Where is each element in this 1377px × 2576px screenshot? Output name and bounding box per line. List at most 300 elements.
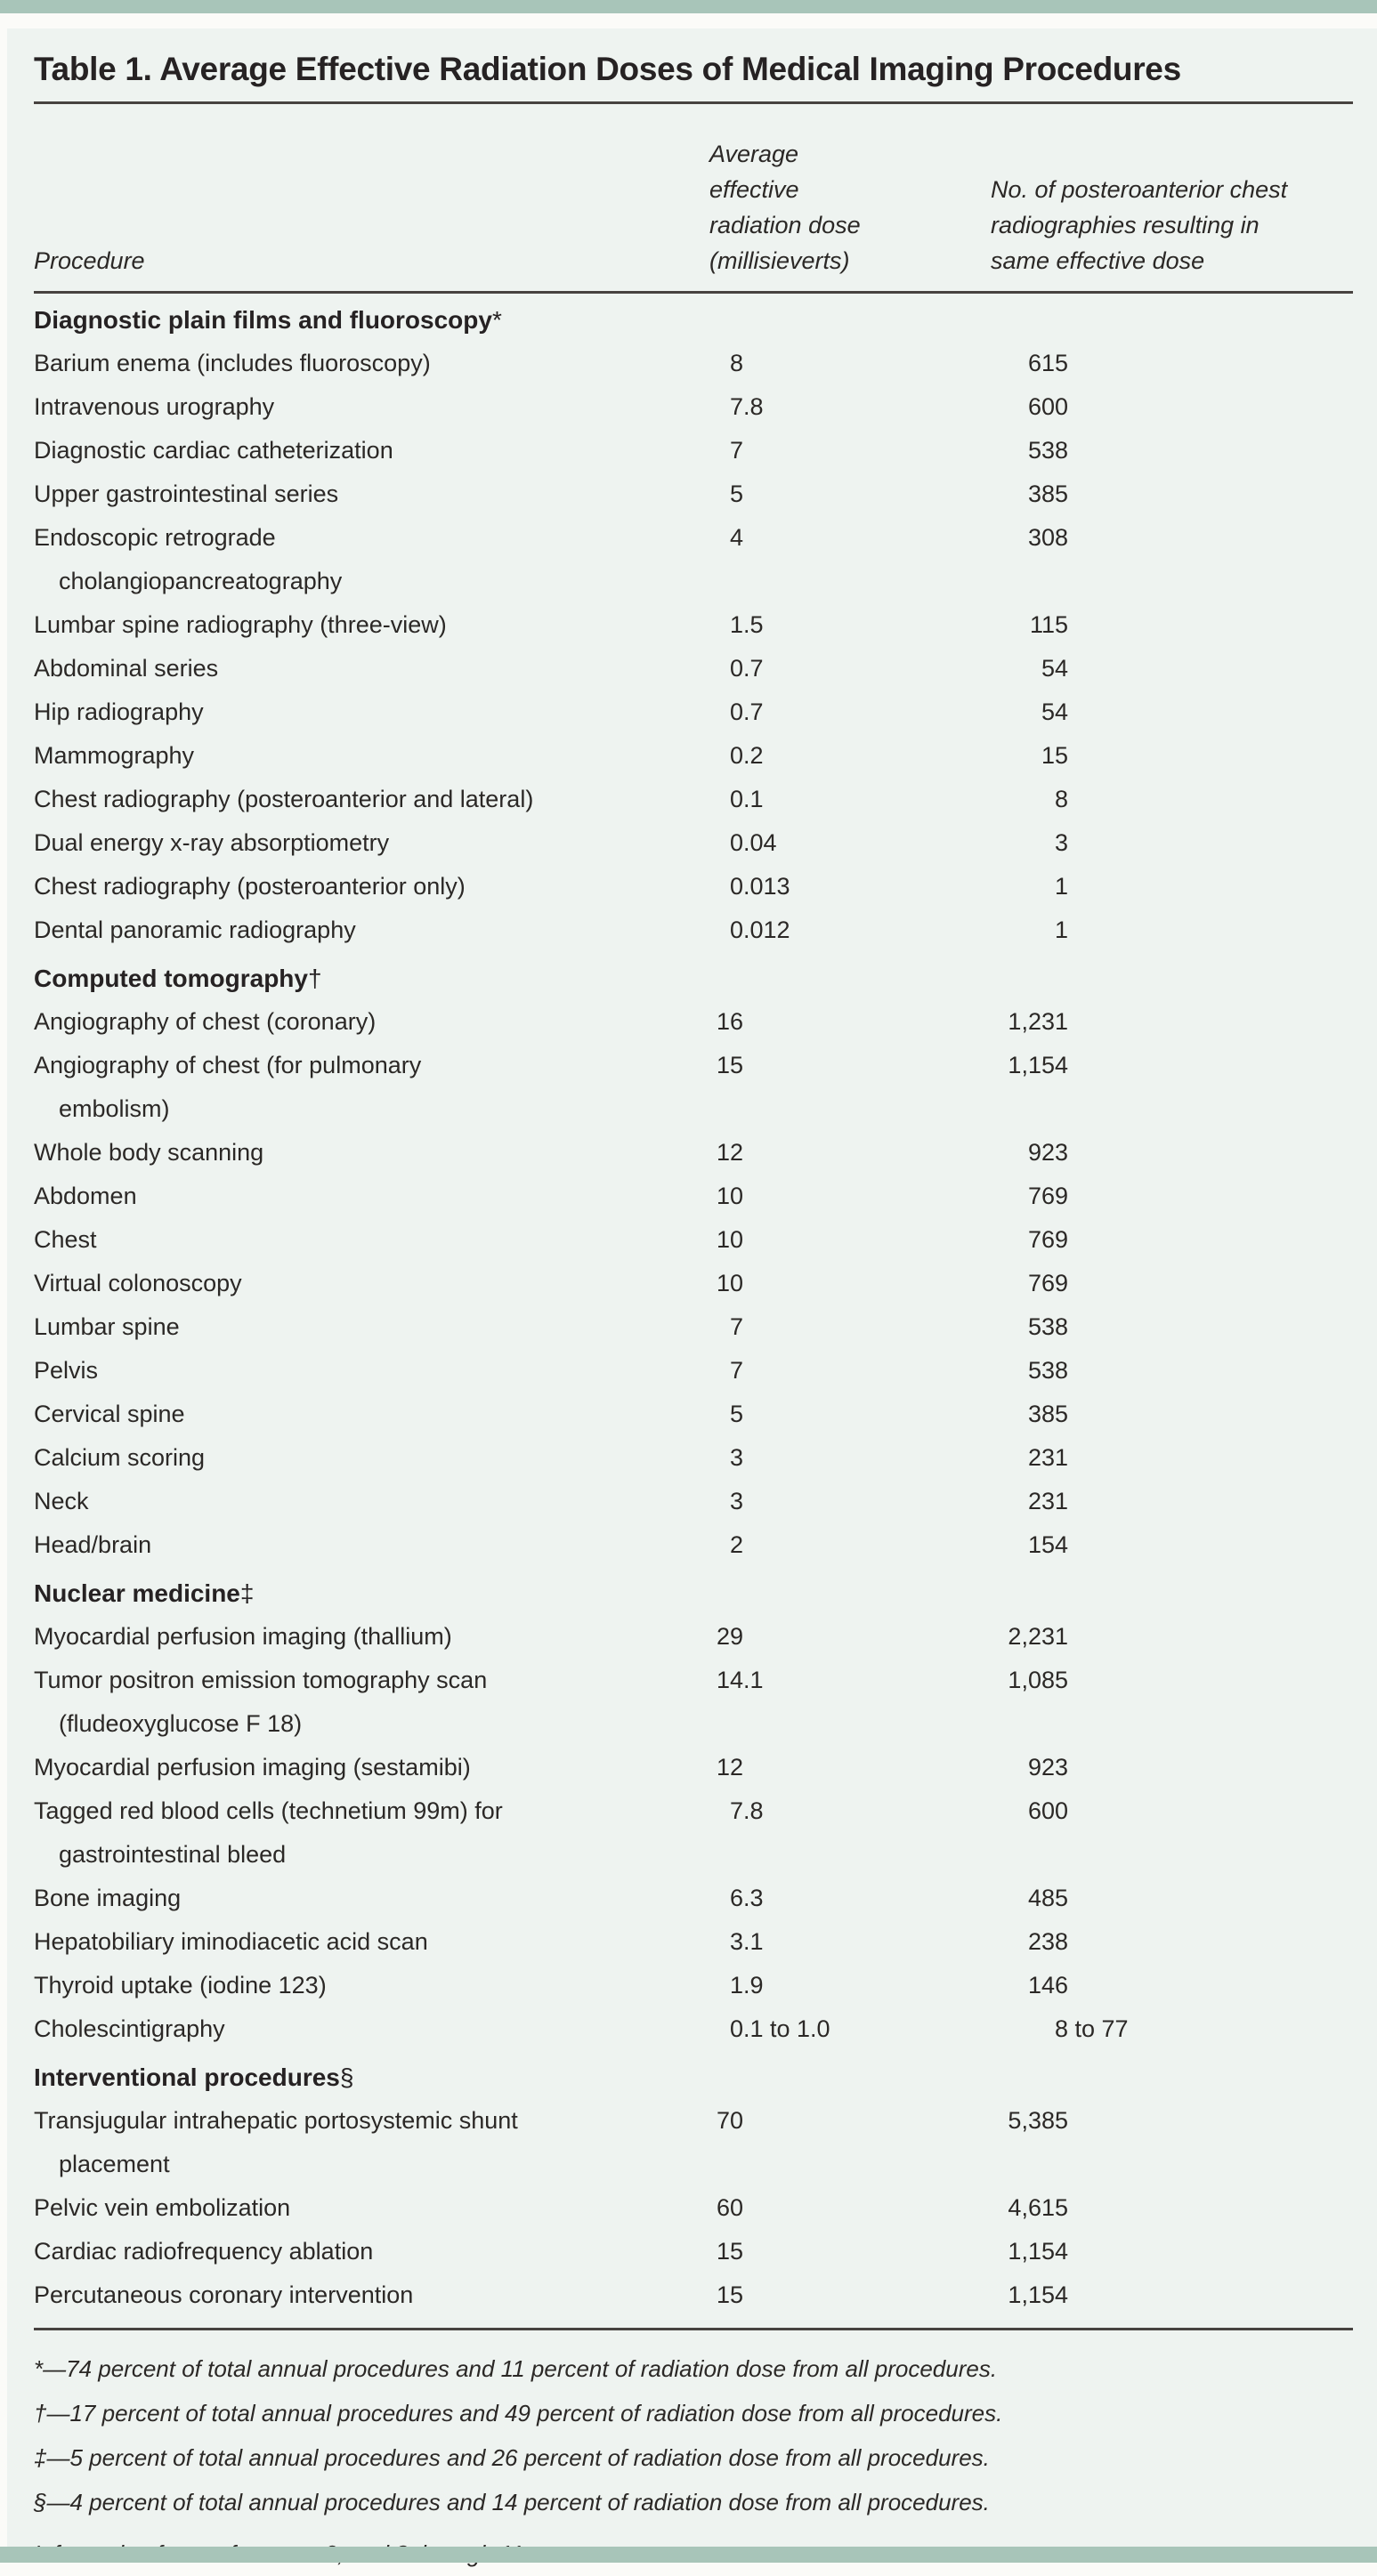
dose-value-integer: 0 bbox=[729, 699, 743, 725]
chest-count-value: 3 bbox=[1054, 829, 1068, 856]
table-section bbox=[34, 298, 1353, 952]
procedure-text-line: Bone imaging bbox=[34, 1885, 182, 1911]
chest-count-value: 54 bbox=[1041, 699, 1068, 725]
procedure-cell bbox=[34, 2186, 674, 2230]
procedure-cell bbox=[34, 1523, 674, 1567]
procedure-text-line: Chest radiography (posteroanterior only) bbox=[34, 873, 466, 900]
dose-cell bbox=[674, 1615, 883, 1659]
table-row bbox=[34, 1480, 1353, 1523]
chest-count-cell bbox=[883, 1305, 1353, 1349]
dose-value-fraction: .1 bbox=[743, 1928, 764, 1955]
chest-count-cell bbox=[883, 429, 1353, 472]
section-header bbox=[34, 298, 1353, 342]
column-header-chest-count bbox=[883, 172, 1353, 279]
table-row bbox=[34, 429, 1353, 472]
dose-cell bbox=[674, 1349, 883, 1393]
dose-cell bbox=[674, 472, 883, 516]
procedure-text-line: Abdominal series bbox=[34, 655, 219, 682]
table-row bbox=[34, 2186, 1353, 2230]
table-row bbox=[34, 690, 1353, 734]
table-row bbox=[34, 472, 1353, 516]
chest-count-cell bbox=[883, 690, 1353, 734]
table-row bbox=[34, 1044, 1353, 1131]
chest-count-value: 538 bbox=[1027, 1357, 1068, 1384]
chest-count-value: 1 bbox=[1054, 917, 1068, 943]
procedure-cell bbox=[34, 2273, 674, 2317]
dose-value-integer: 0 bbox=[729, 742, 743, 769]
table-body bbox=[34, 298, 1353, 2317]
chest-count-cell bbox=[883, 385, 1353, 429]
chest-count-cell bbox=[883, 1175, 1353, 1218]
chest-count-value: 1,085 bbox=[1008, 1667, 1068, 1693]
procedure-text-line: Head/brain bbox=[34, 1531, 152, 1558]
dose-cell bbox=[674, 1044, 883, 1131]
procedure-cell bbox=[34, 342, 674, 385]
dose-value-fraction: .5 bbox=[743, 611, 764, 638]
dose-value-integer: 1 bbox=[729, 611, 743, 638]
column-header-dose-line: (millisieverts) bbox=[709, 247, 850, 274]
chest-count-value: 1,231 bbox=[1008, 1008, 1068, 1035]
procedure-cell bbox=[34, 472, 674, 516]
table-row bbox=[34, 1175, 1353, 1218]
procedure-cell bbox=[34, 1746, 674, 1789]
dose-value-integer: 0 bbox=[729, 655, 743, 682]
procedure-text-line: Myocardial perfusion imaging (sestamibi) bbox=[34, 1754, 471, 1781]
procedure-cell bbox=[34, 734, 674, 778]
procedure-text-line: Abdomen bbox=[34, 1183, 137, 1209]
table-row bbox=[34, 821, 1353, 865]
procedure-cell bbox=[34, 778, 674, 821]
dose-cell bbox=[674, 1218, 883, 1262]
dose-value-fraction: .013 bbox=[743, 873, 790, 900]
procedure-text-line: Cardiac radiofrequency ablation bbox=[34, 2238, 374, 2265]
dose-value-fraction: .7 bbox=[743, 655, 764, 682]
column-header-procedure: Procedure bbox=[34, 247, 145, 274]
chest-count-value: 115 bbox=[1029, 611, 1068, 638]
procedure-text-line: Hip radiography bbox=[34, 699, 204, 725]
dose-value-integer: 7 bbox=[729, 1357, 743, 1384]
dose-cell bbox=[674, 821, 883, 865]
dose-value-integer: 4 bbox=[729, 524, 743, 551]
procedure-text-line: embolism) bbox=[59, 1095, 170, 1122]
dose-value-fraction: .1 to 1.0 bbox=[743, 2015, 830, 2042]
dose-value-fraction: .9 bbox=[743, 1972, 764, 1999]
procedure-cell bbox=[34, 1920, 674, 1964]
procedure-text-line: Thyroid uptake (iodine 123) bbox=[34, 1972, 327, 1999]
dose-value-fraction: .8 bbox=[743, 393, 764, 420]
chest-count-value: 923 bbox=[1027, 1754, 1068, 1781]
chest-count-value: 15 bbox=[1041, 742, 1068, 769]
procedure-cell bbox=[34, 1131, 674, 1175]
column-header-chest-line: same effective dose bbox=[991, 247, 1205, 274]
chest-count-cell bbox=[883, 472, 1353, 516]
table-row bbox=[34, 1746, 1353, 1789]
chest-count-cell bbox=[883, 2007, 1353, 2051]
procedure-cell bbox=[34, 516, 674, 603]
procedure-cell bbox=[34, 2099, 674, 2186]
column-headers bbox=[34, 136, 1353, 279]
footnote: ‡—5 percent of total annual procedures and 26 percent of radiation dose from all procedures. bbox=[34, 2444, 990, 2471]
section-header bbox=[34, 1571, 1353, 1615]
procedure-cell bbox=[34, 1964, 674, 2007]
dose-value-integer: 60 bbox=[716, 2194, 743, 2221]
procedure-cell bbox=[34, 1615, 674, 1659]
procedure-cell bbox=[34, 2007, 674, 2051]
procedure-text-line: Whole body scanning bbox=[34, 1139, 264, 1166]
table-title: Table 1. Average Effective Radiation Doses of Medical Imaging Procedures bbox=[34, 51, 1181, 87]
dose-value-fraction: .012 bbox=[743, 917, 790, 943]
table-row bbox=[34, 2273, 1353, 2317]
table-row bbox=[34, 1920, 1353, 1964]
procedure-text-line: Angiography of chest (for pulmonary bbox=[34, 1052, 422, 1078]
chest-count-suffix: to 77 bbox=[1068, 2015, 1129, 2042]
dose-value-integer: 7 bbox=[729, 437, 743, 464]
dose-value-fraction: .04 bbox=[743, 829, 777, 856]
chest-count-value: 769 bbox=[1027, 1270, 1068, 1296]
dose-value-integer: 16 bbox=[716, 1008, 743, 1035]
table-row bbox=[34, 1615, 1353, 1659]
chest-count-cell bbox=[883, 1789, 1353, 1877]
procedure-cell bbox=[34, 1789, 674, 1877]
dose-value-integer: 14 bbox=[716, 1667, 743, 1693]
column-header-chest-line: radiographies resulting in bbox=[991, 212, 1260, 238]
dose-cell bbox=[674, 1920, 883, 1964]
table-row bbox=[34, 2230, 1353, 2273]
procedure-text-line: Upper gastrointestinal series bbox=[34, 480, 339, 507]
chest-count-value: 538 bbox=[1027, 437, 1068, 464]
dose-cell bbox=[674, 1964, 883, 2007]
chest-count-cell bbox=[883, 516, 1353, 603]
chest-count-cell bbox=[883, 1877, 1353, 1920]
table-section bbox=[34, 1571, 1353, 2051]
table-panel bbox=[7, 28, 1377, 2547]
footnote-symbol: † bbox=[308, 965, 322, 992]
chest-count-value: 385 bbox=[1027, 480, 1068, 507]
dose-cell bbox=[674, 1436, 883, 1480]
top-accent-bar bbox=[0, 0, 1377, 13]
procedure-cell bbox=[34, 603, 674, 647]
procedure-cell bbox=[34, 1175, 674, 1218]
dose-value-integer: 15 bbox=[716, 1052, 743, 1078]
dose-value-integer: 0 bbox=[729, 786, 743, 812]
column-header-dose bbox=[674, 136, 883, 279]
procedure-text-line: Tagged red blood cells (technetium 99m) for bbox=[34, 1797, 503, 1824]
chest-count-value: 1,154 bbox=[1008, 2238, 1068, 2265]
dose-cell bbox=[674, 734, 883, 778]
procedure-cell bbox=[34, 647, 674, 690]
dose-value-integer: 0 bbox=[729, 917, 743, 943]
chest-count-value: 54 bbox=[1041, 655, 1068, 682]
dose-cell bbox=[674, 1262, 883, 1305]
procedure-cell bbox=[34, 2230, 674, 2273]
chest-count-value: 1 bbox=[1054, 873, 1068, 900]
dose-value-integer: 15 bbox=[716, 2281, 743, 2308]
table-row bbox=[34, 1393, 1353, 1436]
dose-value-integer: 2 bbox=[729, 1531, 743, 1558]
footnote-symbol: ‡ bbox=[239, 1579, 255, 1607]
dose-cell bbox=[674, 1746, 883, 1789]
dose-value-integer: 12 bbox=[716, 1754, 743, 1781]
table-row bbox=[34, 1218, 1353, 1262]
chest-count-cell bbox=[883, 734, 1353, 778]
table-row bbox=[34, 603, 1353, 647]
chest-count-cell bbox=[883, 1000, 1353, 1044]
procedure-text-line: Pelvis bbox=[34, 1357, 99, 1384]
procedure-cell bbox=[34, 1349, 674, 1393]
dose-cell bbox=[674, 429, 883, 472]
procedure-cell bbox=[34, 1436, 674, 1480]
dose-cell bbox=[674, 1659, 883, 1746]
chest-count-cell bbox=[883, 1480, 1353, 1523]
section-header-label: Nuclear medicine bbox=[34, 1579, 240, 1607]
chest-count-value: 231 bbox=[1027, 1488, 1068, 1514]
procedure-text-line: Cholescintigraphy bbox=[34, 2015, 225, 2042]
dose-value-integer: 3 bbox=[729, 1928, 743, 1955]
procedure-text-line: Myocardial perfusion imaging (thallium) bbox=[34, 1623, 452, 1650]
chest-count-cell bbox=[883, 342, 1353, 385]
bottom-accent-bar bbox=[0, 2547, 1377, 2563]
procedure-text-line: Hepatobiliary iminodiacetic acid scan bbox=[34, 1928, 428, 1955]
table-row bbox=[34, 1000, 1353, 1044]
chest-count-value: 1,154 bbox=[1008, 2281, 1068, 2308]
chest-count-value: 231 bbox=[1027, 1444, 1068, 1471]
chest-count-cell bbox=[883, 821, 1353, 865]
procedure-cell bbox=[34, 1000, 674, 1044]
dose-value-integer: 5 bbox=[729, 1401, 743, 1427]
dose-value-fraction: .7 bbox=[743, 699, 764, 725]
procedure-cell bbox=[34, 865, 674, 908]
section-header bbox=[34, 957, 1353, 1000]
table-row bbox=[34, 1523, 1353, 1567]
procedure-text-line: Pelvic vein embolization bbox=[34, 2194, 291, 2221]
dose-value-integer: 0 bbox=[729, 873, 743, 900]
dose-value-fraction: .2 bbox=[743, 742, 764, 769]
procedure-cell bbox=[34, 821, 674, 865]
procedure-cell bbox=[34, 385, 674, 429]
table-row bbox=[34, 1349, 1353, 1393]
table-row bbox=[34, 342, 1353, 385]
dose-cell bbox=[674, 778, 883, 821]
table-row bbox=[34, 1659, 1353, 1746]
dose-value-integer: 10 bbox=[716, 1270, 743, 1296]
dose-value-integer: 0 bbox=[729, 829, 743, 856]
dose-cell bbox=[674, 516, 883, 603]
procedure-text-line: placement bbox=[59, 2151, 170, 2177]
table-row bbox=[34, 385, 1353, 429]
dose-cell bbox=[674, 1480, 883, 1523]
chest-count-value: 485 bbox=[1027, 1885, 1068, 1911]
dose-value-fraction: .3 bbox=[743, 1885, 764, 1911]
procedure-text-line: Angiography of chest (coronary) bbox=[34, 1008, 377, 1035]
table-row bbox=[34, 2007, 1353, 2051]
procedure-text-line: Transjugular intrahepatic portosystemic shunt bbox=[34, 2107, 518, 2134]
title-divider bbox=[34, 101, 1353, 104]
procedure-text-line: Chest radiography (posteroanterior and lateral) bbox=[34, 786, 534, 812]
chest-count-value: 146 bbox=[1027, 1972, 1068, 1999]
chest-count-cell bbox=[883, 1131, 1353, 1175]
footnotes bbox=[34, 2346, 1353, 2524]
dose-value-integer: 5 bbox=[729, 480, 743, 507]
dose-cell bbox=[674, 2007, 883, 2051]
chest-count-value: 769 bbox=[1027, 1226, 1068, 1253]
dose-value-integer: 70 bbox=[716, 2107, 743, 2134]
column-header-dose-line: radiation dose bbox=[709, 212, 861, 238]
chest-count-cell bbox=[883, 2230, 1353, 2273]
table-row bbox=[34, 1877, 1353, 1920]
footnote-symbol: * bbox=[491, 306, 502, 334]
chest-count-cell bbox=[883, 2273, 1353, 2317]
dose-cell bbox=[674, 2273, 883, 2317]
dose-value-integer: 7 bbox=[729, 1797, 743, 1824]
procedure-text-line: Virtual colonoscopy bbox=[34, 1270, 242, 1296]
table-row bbox=[34, 516, 1353, 603]
chest-count-cell bbox=[883, 1218, 1353, 1262]
chest-count-cell bbox=[883, 1659, 1353, 1746]
dose-value-integer: 1 bbox=[729, 1972, 743, 1999]
procedure-text-line: Diagnostic cardiac catheterization bbox=[34, 437, 393, 464]
chest-count-cell bbox=[883, 1393, 1353, 1436]
table-row bbox=[34, 1262, 1353, 1305]
procedure-text-line: Chest bbox=[34, 1226, 97, 1253]
chest-count-cell bbox=[883, 1044, 1353, 1131]
procedure-cell bbox=[34, 1659, 674, 1746]
dose-cell bbox=[674, 2099, 883, 2186]
chest-count-cell bbox=[883, 778, 1353, 821]
dose-cell bbox=[674, 1175, 883, 1218]
dose-value-integer: 12 bbox=[716, 1139, 743, 1166]
section-header-label: Computed tomography bbox=[34, 965, 308, 992]
footnote-symbol: § bbox=[339, 2063, 354, 2091]
procedure-text-line: gastrointestinal bleed bbox=[59, 1841, 287, 1868]
chest-count-value: 385 bbox=[1027, 1401, 1068, 1427]
dose-value-integer: 3 bbox=[729, 1444, 743, 1471]
footnote: §—4 percent of total annual procedures and 14 percent of radiation dose from all procedures. bbox=[34, 2489, 990, 2515]
procedure-text-line: Endoscopic retrograde bbox=[34, 524, 276, 551]
table-row bbox=[34, 1789, 1353, 1877]
procedure-cell bbox=[34, 429, 674, 472]
chest-count-value: 4,615 bbox=[1008, 2194, 1068, 2221]
table-row bbox=[34, 1305, 1353, 1349]
dose-cell bbox=[674, 1393, 883, 1436]
procedure-cell bbox=[34, 1044, 674, 1131]
chest-count-cell bbox=[883, 1920, 1353, 1964]
procedure-text-line: Intravenous urography bbox=[34, 393, 275, 420]
procedure-text-line: cholangiopancreatography bbox=[59, 568, 343, 594]
chest-count-cell bbox=[883, 603, 1353, 647]
footer-divider bbox=[34, 2328, 1353, 2330]
chest-count-value: 238 bbox=[1027, 1928, 1068, 1955]
procedure-text-line: Percutaneous coronary intervention bbox=[34, 2281, 414, 2308]
procedure-cell bbox=[34, 1262, 674, 1305]
procedure-cell bbox=[34, 690, 674, 734]
dose-cell bbox=[674, 1305, 883, 1349]
dose-cell bbox=[674, 342, 883, 385]
table-row bbox=[34, 2099, 1353, 2186]
procedure-cell bbox=[34, 1393, 674, 1436]
chest-count-cell bbox=[883, 865, 1353, 908]
dose-cell bbox=[674, 1789, 883, 1877]
procedure-text-line: Mammography bbox=[34, 742, 195, 769]
dose-cell bbox=[674, 1000, 883, 1044]
chest-count-value: 538 bbox=[1027, 1313, 1068, 1340]
table-row bbox=[34, 778, 1353, 821]
section-header-label: Interventional procedures bbox=[34, 2063, 340, 2091]
table-section bbox=[34, 957, 1353, 1567]
procedure-text-line: Barium enema (includes fluoroscopy) bbox=[34, 350, 431, 376]
dose-value-integer: 0 bbox=[729, 2015, 743, 2042]
header-divider bbox=[34, 291, 1353, 294]
procedure-text-line: Tumor positron emission tomography scan bbox=[34, 1667, 488, 1693]
dose-cell bbox=[674, 1131, 883, 1175]
dose-cell bbox=[674, 2186, 883, 2230]
procedure-cell bbox=[34, 1480, 674, 1523]
procedure-text-line: Dual energy x-ray absorptiometry bbox=[34, 829, 390, 856]
dose-value-integer: 7 bbox=[729, 1313, 743, 1340]
dose-value-integer: 7 bbox=[729, 393, 743, 420]
dose-value-integer: 3 bbox=[729, 1488, 743, 1514]
chest-count-value: 600 bbox=[1027, 393, 1068, 420]
dose-value-fraction: .8 bbox=[743, 1797, 764, 1824]
table-section bbox=[34, 2055, 1353, 2317]
column-header-dose-line: Average effective bbox=[709, 141, 799, 203]
chest-count-cell bbox=[883, 2099, 1353, 2186]
procedure-text-line: Neck bbox=[34, 1488, 89, 1514]
chest-count-cell bbox=[883, 1964, 1353, 2007]
procedure-text-line: Calcium scoring bbox=[34, 1444, 206, 1471]
chest-count-value: 154 bbox=[1027, 1531, 1068, 1558]
chest-count-value: 769 bbox=[1027, 1183, 1068, 1209]
table-row bbox=[34, 647, 1353, 690]
section-header bbox=[34, 2055, 1353, 2099]
dose-cell bbox=[674, 908, 883, 952]
procedure-text-line: Cervical spine bbox=[34, 1401, 185, 1427]
chest-count-cell bbox=[883, 1523, 1353, 1567]
table-row bbox=[34, 734, 1353, 778]
chest-count-value: 8 bbox=[1054, 786, 1068, 812]
table-row bbox=[34, 1436, 1353, 1480]
dose-value-integer: 10 bbox=[716, 1226, 743, 1253]
dose-cell bbox=[674, 603, 883, 647]
procedure-text-line: Dental panoramic radiography bbox=[34, 917, 356, 943]
dose-cell bbox=[674, 690, 883, 734]
chest-count-cell bbox=[883, 1615, 1353, 1659]
chest-count-value: 308 bbox=[1027, 524, 1068, 551]
procedure-cell bbox=[34, 1877, 674, 1920]
table-row bbox=[34, 908, 1353, 952]
dose-value-integer: 8 bbox=[729, 350, 743, 376]
chest-count-cell bbox=[883, 647, 1353, 690]
dose-value-integer: 10 bbox=[716, 1183, 743, 1209]
table-row bbox=[34, 1131, 1353, 1175]
procedure-cell bbox=[34, 1305, 674, 1349]
chest-count-value: 1,154 bbox=[1008, 1052, 1068, 1078]
chest-count-value: 923 bbox=[1027, 1139, 1068, 1166]
section-header-label: Diagnostic plain films and fluoroscopy bbox=[34, 306, 492, 334]
dose-cell bbox=[674, 1877, 883, 1920]
dose-value-integer: 15 bbox=[716, 2238, 743, 2265]
table-row bbox=[34, 1964, 1353, 2007]
dose-cell bbox=[674, 385, 883, 429]
dose-cell bbox=[674, 647, 883, 690]
chest-count-value: 8 bbox=[1054, 2015, 1068, 2042]
chest-count-value: 600 bbox=[1027, 1797, 1068, 1824]
procedure-text-line: (fludeoxyglucose F 18) bbox=[59, 1710, 303, 1737]
footnote: †—17 percent of total annual procedures and 49 percent of radiation dose from all procedures. bbox=[34, 2400, 1003, 2427]
chest-count-cell bbox=[883, 1746, 1353, 1789]
chest-count-value: 5,385 bbox=[1008, 2107, 1068, 2134]
dose-cell bbox=[674, 1523, 883, 1567]
dose-value-fraction: .1 bbox=[743, 786, 764, 812]
